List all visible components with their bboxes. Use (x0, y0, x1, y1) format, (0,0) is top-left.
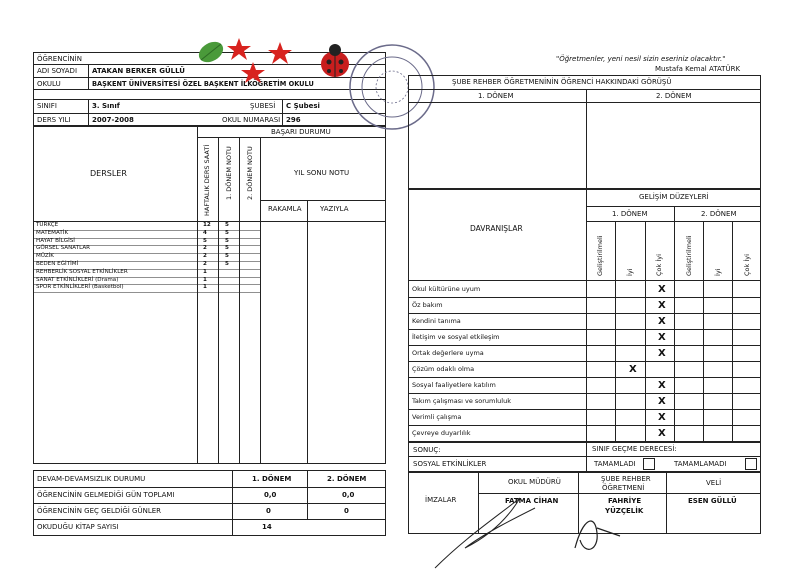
behavior-mark: X (658, 316, 666, 327)
sube-rehber-label: ŞUBE REHBER (601, 475, 651, 483)
behavior-mark: X (658, 300, 666, 311)
tamamlamadi-label: TAMAMLAMADI (674, 460, 727, 468)
course-d1-grade: 5 (225, 229, 229, 236)
behavior-mark: X (658, 348, 666, 359)
gec-label: ÖĞRENCİNİN GEÇ GELDİĞİ GÜNLER (37, 507, 162, 515)
course-name: HAYAT BİLGİSİ (36, 237, 75, 244)
tamamladi-label: TAMAMLADI (594, 460, 636, 468)
subesi-value: C Şubesi (286, 102, 320, 110)
course-hours: 2 (203, 261, 207, 267)
course-d1-grade: 5 (225, 253, 229, 260)
course-name: SPOR ETKİNLİKLERİ (Basketbol) (36, 284, 124, 291)
behavior-mark: X (658, 284, 666, 295)
level-d1-gelistirilmeli: Geliştirilmeli (596, 235, 604, 276)
attendance-d2-header: 2. DÖNEM (327, 475, 367, 483)
gelmedigi-label: ÖĞRENCİNİN GELMEDİĞİ GÜN TOPLAMI (37, 491, 175, 499)
level-d2-iyi: İyi (714, 268, 722, 276)
adi-soyadi-label: ADI SOYADI (37, 67, 78, 75)
behavior-name: Okul kültürüne uyum (412, 285, 481, 293)
adi-soyadi-value: ATAKAN BERKER GÜLLÜ (92, 67, 185, 75)
devam-label: DEVAM-DEVAMSIZLIK DURUMU (37, 475, 146, 483)
okul-muduru-label: OKUL MÜDÜRÜ (508, 478, 561, 486)
sinif-gecme-label: SINIF GEÇME DERECESİ: (592, 445, 677, 453)
course-name: TÜRKÇE (36, 222, 59, 228)
behavior-name: Sosyal faaliyetlere katılım (412, 381, 496, 389)
course-hours: 1 (203, 276, 207, 283)
course-name: MATEMATİK (36, 229, 69, 236)
course-d1-grade: 5 (225, 245, 229, 252)
ogretmen-name-2: YÜZÇELİK (605, 507, 644, 515)
behavior-name: Öz bakım (412, 301, 443, 309)
kitap-value: 14 (262, 523, 272, 531)
teacher-opinion-box (408, 75, 761, 189)
davranislar-label: DAVRANIŞLAR (470, 224, 523, 233)
behavior-mark: X (658, 380, 666, 391)
course-hours: 12 (203, 222, 211, 228)
kitap-label: OKUDUĞU KİTAP SAYISI (37, 523, 119, 531)
course-hours: 2 (203, 253, 207, 260)
behavior-name: Verimli çalışma (412, 413, 462, 421)
course-d1-grade: 5 (225, 237, 229, 244)
behavior-mark: X (658, 428, 666, 439)
opinion-donem2: 2. DÖNEM (656, 92, 692, 100)
veli-name: ESEN GÜLLÜ (688, 497, 737, 505)
yaziyla-label: YAZIYLA (320, 205, 349, 213)
gelisim-label: GELİŞİM DÜZEYLERİ (639, 193, 709, 201)
donem1-notu-label: 1. DÖNEM NOTU (225, 146, 233, 200)
gelmedigi-d2: 0,0 (342, 491, 355, 499)
behavior-mark: X (658, 396, 666, 407)
course-hours: 1 (203, 284, 207, 291)
mudur-name: FATMA CİHAN (505, 497, 559, 505)
level-d2-cok-iyi: Çok İyi (743, 254, 751, 276)
level-d2-gelistirilmeli: Geliştirilmeli (685, 235, 693, 276)
ogrencinin-label: ÖĞRENCİNİN (37, 55, 82, 63)
sinifi-label: SINIFI (37, 102, 57, 110)
rakamla-label: RAKAMLA (268, 205, 302, 213)
okulu-value: BAŞKENT ÜNİVERSİTESİ ÖZEL BAŞKENT İLKÖĞRETİM OKULU (92, 80, 314, 88)
gelisim-donem1: 1. DÖNEM (612, 210, 648, 218)
ders-yili-value: 2007-2008 (92, 116, 134, 124)
course-d1-grade: 5 (225, 261, 229, 267)
imzalar-label: İMZALAR (425, 496, 457, 504)
okulu-label: OKULU (37, 80, 61, 88)
behavior-name: Kendini tanıma (412, 317, 461, 325)
leaf-icon (195, 38, 227, 67)
attendance-d1-header: 1. DÖNEM (252, 475, 292, 483)
ders-yili-label: DERS YILI (37, 116, 71, 124)
yil-sonu-label: YIL SONU NOTU (294, 169, 350, 177)
haftalik-ders-saati-label: HAFTALIK DERS SAATİ (203, 144, 211, 216)
gelmedigi-d1: 0,0 (264, 491, 277, 499)
donem2-notu-label: 2. DÖNEM NOTU (246, 146, 254, 200)
course-name: SANAT ETKİNLİKLERİ (Drama) (36, 276, 119, 283)
behavior-name: Çevreye duyarlılık (412, 429, 471, 437)
ogretmen-name-1: FAHRİYE (608, 497, 642, 505)
ataturk-quote: "Öğretmenler, yeni nesil sizin eseriniz olacaktır." (556, 55, 726, 63)
gec-d2: 0 (344, 507, 349, 515)
behavior-mark: X (629, 364, 637, 375)
basari-durumu-label: BAŞARI DURUMU (271, 128, 331, 136)
ataturk-author: Mustafa Kemal ATATÜRK (655, 65, 741, 73)
course-d1-grade: 5 (225, 222, 229, 228)
decoration-stickers (195, 36, 355, 84)
course-name: MÜZİK (36, 253, 54, 260)
tamamladi-checkbox[interactable] (643, 458, 655, 470)
ogretmeni-label: ÖĞRETMENİ (602, 484, 645, 492)
behavior-name: İletişim ve sosyal etkileşim (412, 333, 500, 341)
sonuc-label: SONUÇ: (413, 446, 441, 454)
course-name: BEDEN EĞİTİMİ (36, 261, 79, 267)
course-hours: 1 (203, 268, 207, 275)
behavior-name: Çözüm odaklı olma (412, 365, 475, 373)
gec-d1: 0 (266, 507, 271, 515)
handwritten-signatures (425, 478, 625, 578)
tamamlamadi-checkbox[interactable] (745, 458, 757, 470)
sinifi-value: 3. Sınıf (92, 102, 120, 110)
okul-no-label: OKUL NUMARASI (222, 116, 281, 124)
gelisim-donem2: 2. DÖNEM (701, 210, 737, 218)
level-d1-cok-iyi: Çok İyi (655, 254, 663, 276)
dersler-label: DERSLER (90, 169, 127, 178)
veli-label: VELİ (706, 479, 722, 487)
behavior-mark: X (658, 412, 666, 423)
behavior-name: Takım çalışması ve sorumluluk (412, 397, 511, 405)
course-hours: 4 (203, 229, 207, 236)
red-star-icon (227, 38, 292, 83)
opinion-title: ŞUBE REHBER ÖĞRETMENİNİN ÖĞRENCİ HAKKINDAKİ GÖRÜŞÜ (452, 78, 672, 86)
behavior-name: Ortak değerlere uyma (412, 349, 484, 357)
okul-no-value: 296 (286, 116, 301, 124)
sosyal-label: SOSYAL ETKİNLİKLER (413, 460, 487, 468)
course-hours: 5 (203, 237, 207, 244)
course-hours: 2 (203, 245, 207, 252)
subesi-label: ŞUBESİ (250, 102, 276, 110)
course-name: GÖRSEL SANATLAR (36, 245, 91, 252)
level-d1-iyi: İyi (626, 268, 634, 276)
course-name: REHBERLİK SOSYAL ETKİNLİKLER (36, 268, 128, 275)
opinion-donem1: 1. DÖNEM (478, 92, 514, 100)
behavior-mark: X (658, 332, 666, 343)
